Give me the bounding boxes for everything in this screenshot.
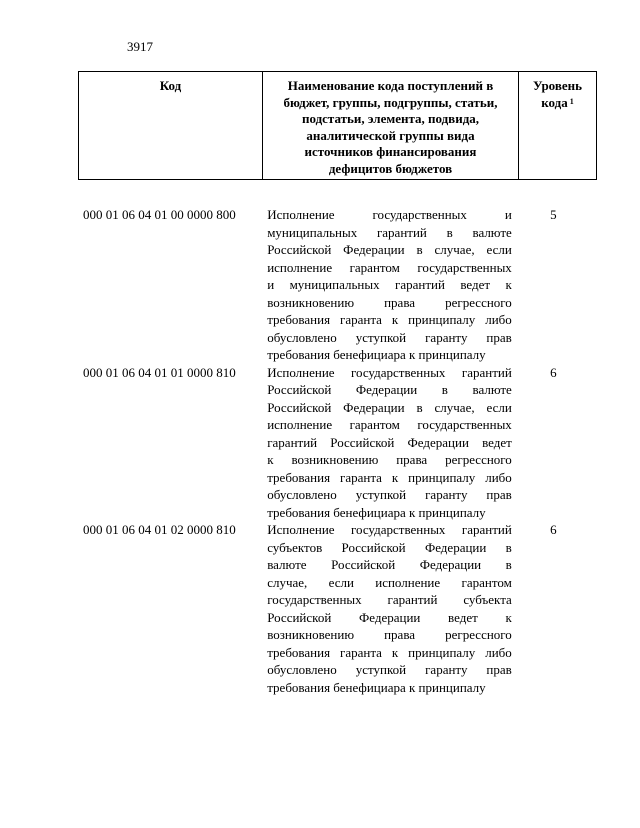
table-row — [78, 206, 595, 364]
row-name-line: требования гаранта к принципалу либо — [267, 644, 512, 660]
header-level-line: Уровень — [532, 78, 583, 93]
row-name-line: обусловлено уступкой гаранту прав — [267, 487, 512, 502]
row-name-line: требования бенефициара к принципалу — [267, 679, 486, 695]
header-name-line: дефицитов бюджетов — [328, 160, 453, 176]
row-name-line: и муниципальных гарантий ведет к — [267, 277, 512, 292]
header-level — [519, 72, 597, 180]
table-row — [78, 521, 595, 696]
row-name-line: Российской Федерации в случае, если — [267, 399, 512, 415]
table-header — [78, 71, 597, 180]
header-name-line: источников финансирования — [304, 144, 477, 160]
footnote-marker: 1 — [569, 96, 574, 106]
header-code: Код — [79, 72, 263, 180]
row-name — [267, 521, 512, 696]
row-name-line: валюте Российской Федерации в — [267, 557, 512, 572]
header-name-line: бюджет, группы, подгруппы, статьи, — [283, 94, 498, 110]
row-level: 6 — [550, 522, 557, 537]
row-name-line: муниципальных гарантий в валюте — [267, 224, 512, 240]
table-body — [78, 206, 595, 696]
row-name-line: Исполнение государственных и — [267, 207, 512, 222]
row-name-line: Исполнение государственных гарантий — [267, 522, 512, 537]
row-name-line: требования бенефициара к принципалу — [267, 347, 486, 362]
row-name-line: требования гаранта к принципалу либо — [267, 469, 512, 485]
row-name-line: возникновению права регрессного — [267, 294, 512, 310]
row-name-line: обусловлено уступкой гаранту прав — [267, 662, 512, 677]
row-code: 000 01 06 04 01 00 0000 800 — [83, 207, 236, 222]
row-name-line: возникновению права регрессного — [267, 627, 512, 642]
row-name-line: Российской Федерации в валюте — [267, 382, 512, 397]
row-name-line: случае, если исполнение гарантом — [267, 574, 512, 590]
header-level-line: кода — [541, 94, 568, 110]
row-name — [267, 364, 512, 522]
page-number: 3917 — [127, 39, 153, 54]
row-level: 5 — [550, 207, 557, 222]
row-name-line: требования гаранта к принципалу либо — [267, 312, 512, 327]
row-name-line: гарантий Российской Федерации ведет — [267, 434, 512, 450]
row-name-line: Российской Федерации ведет к — [267, 609, 512, 625]
header-name-line: аналитической группы вида — [306, 127, 475, 143]
row-name-line: субъектов Российской Федерации в — [267, 539, 512, 555]
row-name-line: государственных гарантий субъекта — [267, 592, 512, 607]
header-name — [263, 72, 519, 180]
header-name-line: Наименование кода поступлений в — [287, 78, 494, 93]
row-name — [267, 206, 512, 364]
row-name-line: Исполнение государственных гарантий — [267, 364, 512, 380]
row-name-line: обусловлено уступкой гаранту прав — [267, 329, 512, 345]
table-row — [78, 364, 595, 522]
row-name-line: требования бенефициара к принципалу — [267, 504, 486, 520]
row-code: 000 01 06 04 01 02 0000 810 — [83, 522, 236, 537]
row-name-line: исполнение гарантом государственных — [267, 259, 512, 275]
row-name-line: исполнение гарантом государственных — [267, 417, 512, 432]
row-code: 000 01 06 04 01 01 0000 810 — [83, 364, 236, 380]
row-name-line: Российской Федерации в случае, если — [267, 242, 512, 257]
row-level: 6 — [550, 364, 557, 380]
header-name-line: подстатьи, элемента, подвида, — [301, 111, 480, 127]
row-name-line: к возникновению права регрессного — [267, 452, 512, 467]
